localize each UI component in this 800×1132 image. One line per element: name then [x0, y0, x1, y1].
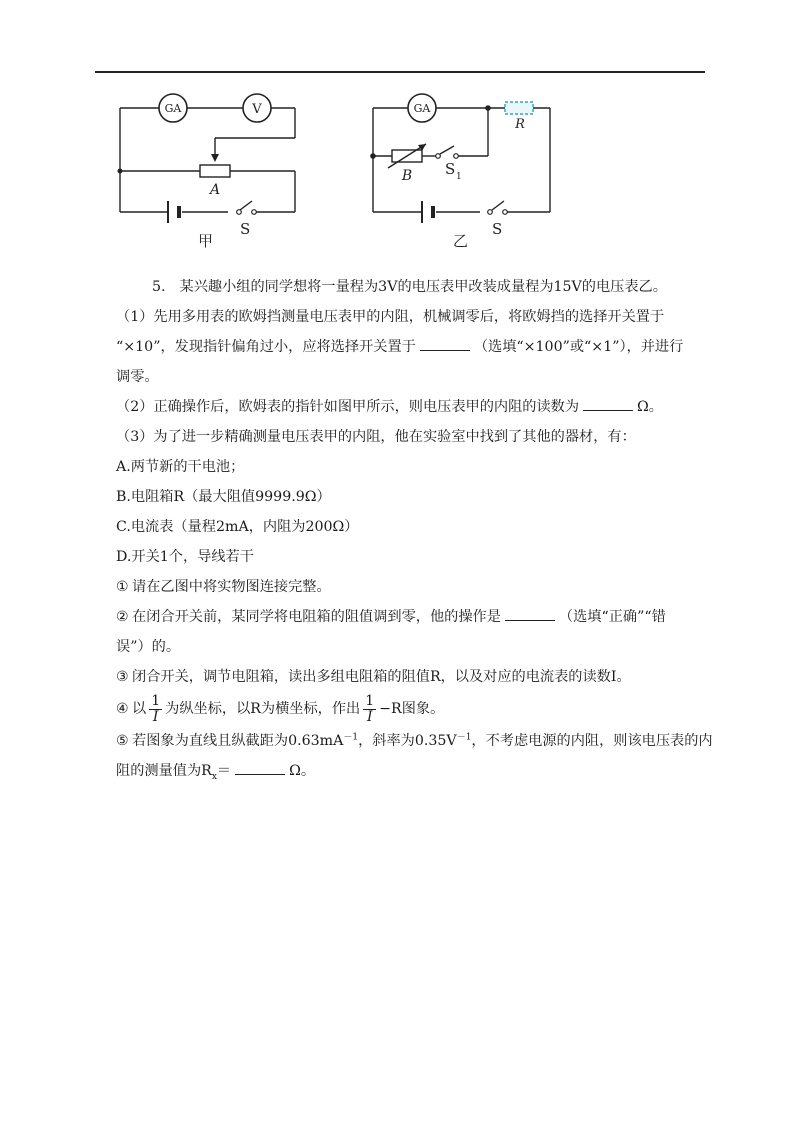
- switch-label-s1: S: [445, 160, 456, 178]
- answer-blank-4[interactable]: [235, 760, 285, 775]
- answer-blank-2[interactable]: [583, 396, 633, 411]
- question-stem: 5. 某兴趣小组的同学想将一量程为3V的电压表甲改装成量程为15V的电压表乙。: [152, 279, 667, 295]
- option-d: D.开关1个，导线若干: [116, 549, 254, 565]
- part2: （2）正确操作后，欧姆表的指针如图甲所示，则电压表甲的内阻的读数为 Ω。: [116, 392, 716, 422]
- part1-line2: “×10”，发现指针偏角过小，应将选择开关置于 （选填“×100”或“×1”），并进行: [116, 332, 716, 362]
- step-1: ① 请在乙图中将实物图连接完整。: [116, 579, 331, 595]
- step-5-line1: ⑤ 若图象为直线且纵截距为$0.63mA^{-1}$，斜率为$0.35V^{-1}$，不考虑电源的内阻，则该电压表的内: [116, 732, 713, 749]
- part3: （3）为了进一步精确测量电压表甲的内阻，他在实验室中找到了其他的器材，有：: [116, 429, 636, 445]
- answer-blank-1[interactable]: [420, 336, 470, 351]
- resistor-box-r: [505, 102, 533, 114]
- caption-yi: 乙: [453, 232, 469, 250]
- fraction-1-over-i: $\frac{1}{I}$: [151, 692, 161, 725]
- question-number: 5.: [152, 279, 166, 295]
- switch-label-left: S: [240, 220, 251, 238]
- galvanometer-label-right: GA: [413, 102, 431, 115]
- header-rule: [95, 71, 705, 73]
- rheostat-label-b: B: [401, 168, 413, 184]
- step-5-line2: 阻的测量值为$R_x= \Omega$。: [116, 756, 716, 786]
- answer-blank-3[interactable]: [505, 606, 555, 621]
- resistor-box-label: R: [515, 117, 525, 132]
- step-2-line2: 误”）的。: [116, 639, 181, 655]
- rheostat-label-a: A: [209, 182, 221, 198]
- part1-line3: 调零。: [116, 369, 159, 385]
- voltmeter-label: V: [252, 102, 262, 117]
- switch-label-right: S: [492, 220, 503, 238]
- galvanometer-label-left: GA: [164, 102, 182, 115]
- switch-label-s1-sub: 1: [456, 172, 462, 182]
- part1-line1: （1）先用多用表的欧姆挡测量电压表甲的内阻，机械调零后，将欧姆挡的选择开关置于: [116, 309, 665, 325]
- step-3: ③ 闭合开关，调节电阻箱，读出多组电阻箱的阻值R，以及对应的电流表的读数I。: [116, 669, 631, 685]
- circuit-diagrams: [100, 86, 570, 256]
- rheostat-a: [200, 165, 230, 177]
- step-4: ④ 以 $\frac{1}{I}$ 为纵坐标，以R为横坐标，作出 $\frac{1}{I}$ −R图象。: [116, 692, 445, 725]
- option-c: C.电流表（量程2mA，内阻为200Ω）: [116, 519, 359, 535]
- circuit-figures: [100, 86, 570, 256]
- option-b: B.电阻箱R（最大阻值9999.9Ω）: [116, 489, 331, 505]
- step-2-line1: ② 在闭合开关前，某同学将电阻箱的阻值调到零，他的操作是 （选填“正确”“错: [116, 602, 716, 632]
- fraction-1-over-i-2: $\frac{1}{I}$: [365, 692, 375, 725]
- caption-jia: 甲: [198, 232, 214, 250]
- question-body: [116, 272, 716, 786]
- option-a: A.两节新的干电池；: [116, 459, 245, 475]
